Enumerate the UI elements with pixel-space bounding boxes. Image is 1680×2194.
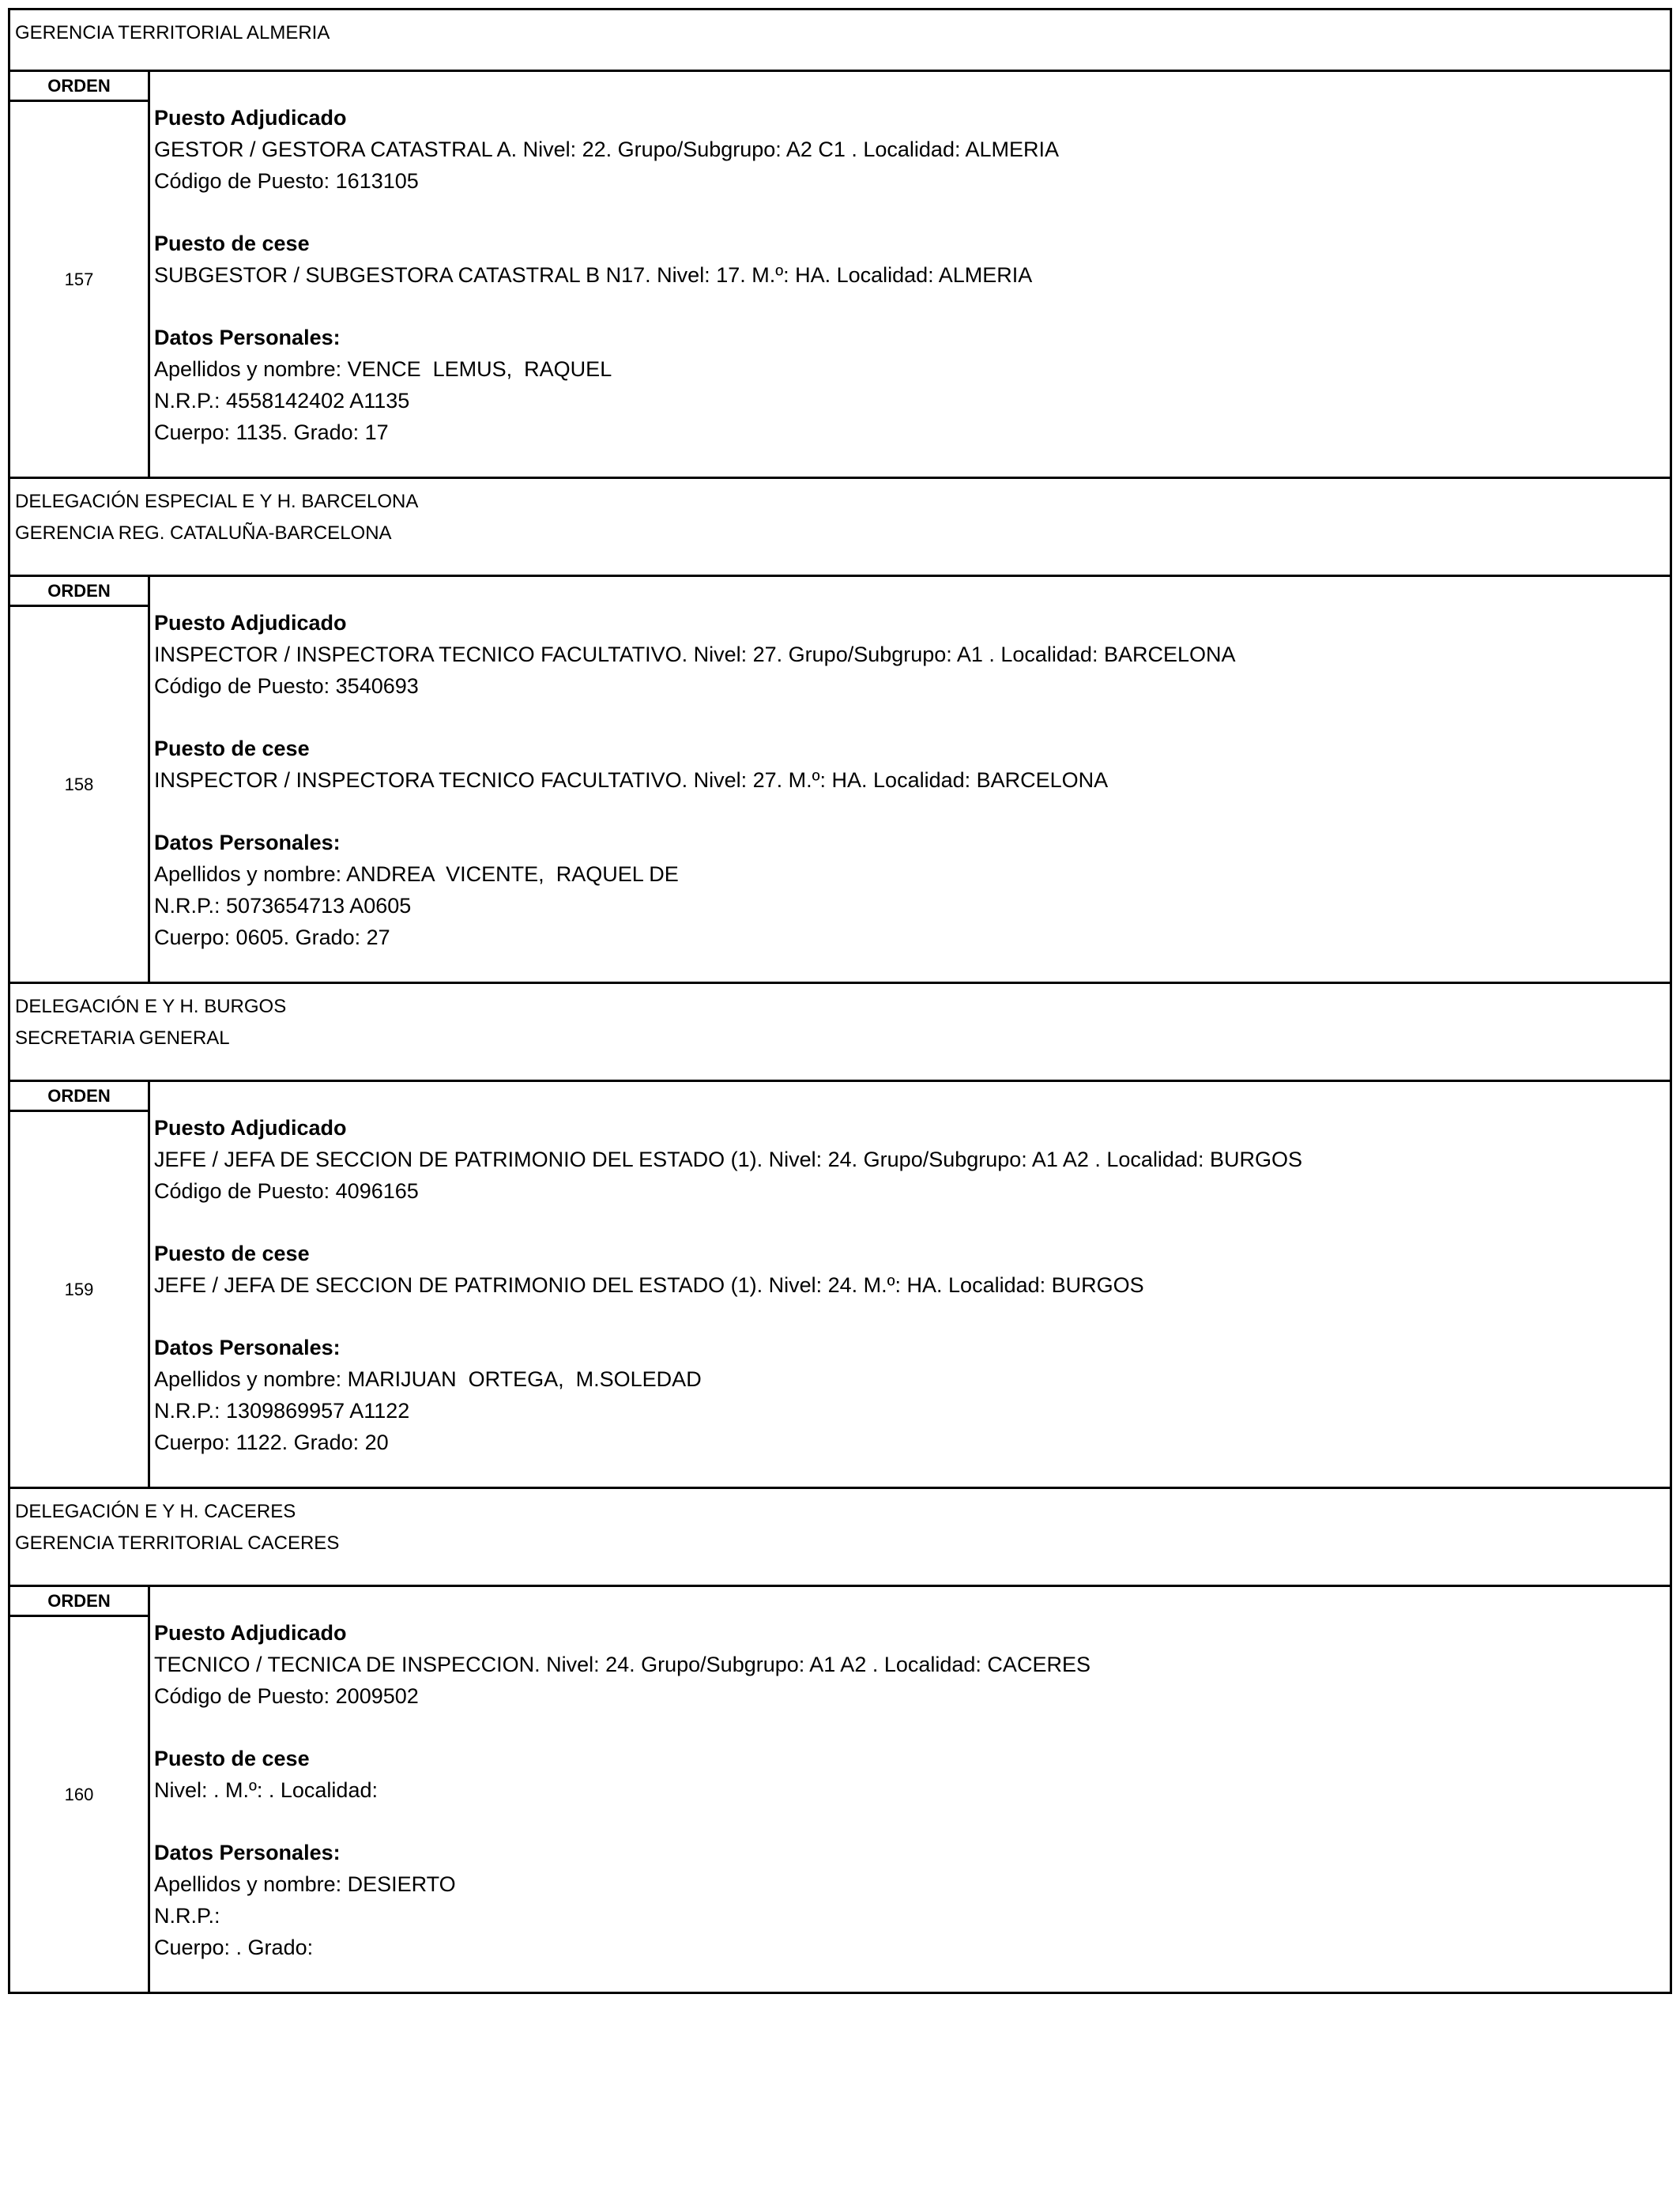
document [8,8,1672,1994]
section-line-adjudicado: TECNICO / TECNICA DE INSPECCION. Nivel: 24. Grupo/Subgrupo: A1 A2 . Localidad: CACERES [154,1653,1090,1676]
section-heading-adjudicado: Puesto Adjudicado [154,1116,347,1140]
unit-header-line: DELEGACIÓN ESPECIAL E Y H. BARCELONA [15,491,419,512]
section-line-personales: Apellidos y nombre: MARIJUAN ORTEGA, M.SOLEDAD [154,1367,702,1391]
unit-header-line: DELEGACIÓN E Y H. BURGOS [15,996,287,1017]
section-line-personales: Apellidos y nombre: ANDREA VICENTE, RAQUEL DE [154,862,679,886]
section-line-adjudicado: JEFE / JEFA DE SECCION DE PATRIMONIO DEL ESTADO (1). Nivel: 24. Grupo/Subgrupo: A1 A2 . Localidad: BURGOS [154,1148,1303,1171]
unit-header [8,8,1672,70]
section-heading-adjudicado: Puesto Adjudicado [154,1621,347,1645]
unit-header-line: GERENCIA REG. CATALUÑA-BARCELONA [15,522,392,544]
section-heading-cese: Puesto de cese [154,1242,310,1265]
section-heading-personales: Datos Personales: [154,831,341,854]
section-line-personales: N.R.P.: 4558142402 A1135 [154,389,410,413]
orden-label: ORDEN [10,1587,148,1617]
section-heading-personales: Datos Personales: [154,326,341,349]
section-heading-cese: Puesto de cese [154,232,310,255]
unit-header-line: GERENCIA TERRITORIAL ALMERIA [15,22,330,43]
unit-header [8,1489,1672,1585]
section-heading-adjudicado: Puesto Adjudicado [154,106,347,130]
section-line-personales: Apellidos y nombre: VENCE LEMUS, RAQUEL [154,357,612,381]
record-content [150,1587,1670,1992]
section-line-personales: N.R.P.: [154,1904,220,1928]
orden-column [10,1082,150,1487]
section-line-cese: JEFE / JEFA DE SECCION DE PATRIMONIO DEL ESTADO (1). Nivel: 24. M.º: HA. Localidad: BURGOS [154,1273,1144,1297]
section-heading-cese: Puesto de cese [154,737,310,760]
section-line-adjudicado: INSPECTOR / INSPECTORA TECNICO FACULTATIVO. Nivel: 27. Grupo/Subgrupo: A1 . Localidad: BARCELONA [154,643,1236,666]
section-heading-personales: Datos Personales: [154,1336,341,1359]
section-line-cese: INSPECTOR / INSPECTORA TECNICO FACULTATIVO. Nivel: 27. M.º: HA. Localidad: BARCELONA [154,768,1109,792]
unit-header [8,479,1672,575]
orden-label: ORDEN [10,1082,148,1112]
orden-number: 159 [64,1280,94,1299]
orden-number: 160 [64,1785,94,1804]
record-content [150,577,1670,982]
section-line-personales: Cuerpo: 1135. Grado: 17 [154,420,389,444]
section-heading-cese: Puesto de cese [154,1747,310,1770]
record [8,1585,1672,1994]
section-line-adjudicado: GESTOR / GESTORA CATASTRAL A. Nivel: 22. Grupo/Subgrupo: A2 C1 . Localidad: ALMERIA [154,138,1060,161]
section-line-adjudicado: Código de Puesto: 4096165 [154,1179,419,1203]
unit-header-line: SECRETARIA GENERAL [15,1027,230,1049]
orden-number: 157 [64,270,94,289]
unit-header-line: GERENCIA TERRITORIAL CACERES [15,1532,340,1554]
section-line-adjudicado: Código de Puesto: 1613105 [154,169,419,193]
section-line-adjudicado: Código de Puesto: 3540693 [154,674,419,698]
record-content [150,1082,1670,1487]
section-heading-personales: Datos Personales: [154,1841,341,1864]
section-line-cese: Nivel: . M.º: . Localidad: [154,1778,378,1802]
section-line-personales: Cuerpo: 0605. Grado: 27 [154,925,390,949]
record [8,70,1672,479]
record-content [150,72,1670,477]
section-line-cese: SUBGESTOR / SUBGESTORA CATASTRAL B N17. Nivel: 17. M.º: HA. Localidad: ALMERIA [154,263,1033,287]
section-line-personales: N.R.P.: 1309869957 A1122 [154,1399,410,1423]
orden-column [10,1587,150,1992]
orden-label: ORDEN [10,577,148,607]
orden-number: 158 [64,775,94,794]
section-line-personales: Apellidos y nombre: DESIERTO [154,1872,456,1896]
unit-header-line: DELEGACIÓN E Y H. CACERES [15,1501,296,1522]
orden-column [10,72,150,477]
record [8,575,1672,984]
section-heading-adjudicado: Puesto Adjudicado [154,611,347,635]
orden-column [10,577,150,982]
section-line-personales: Cuerpo: . Grado: [154,1936,314,1959]
record [8,1080,1672,1489]
unit-header [8,984,1672,1080]
section-line-personales: N.R.P.: 5073654713 A0605 [154,894,412,918]
orden-label: ORDEN [10,72,148,102]
section-line-adjudicado: Código de Puesto: 2009502 [154,1684,419,1708]
section-line-personales: Cuerpo: 1122. Grado: 20 [154,1431,389,1454]
